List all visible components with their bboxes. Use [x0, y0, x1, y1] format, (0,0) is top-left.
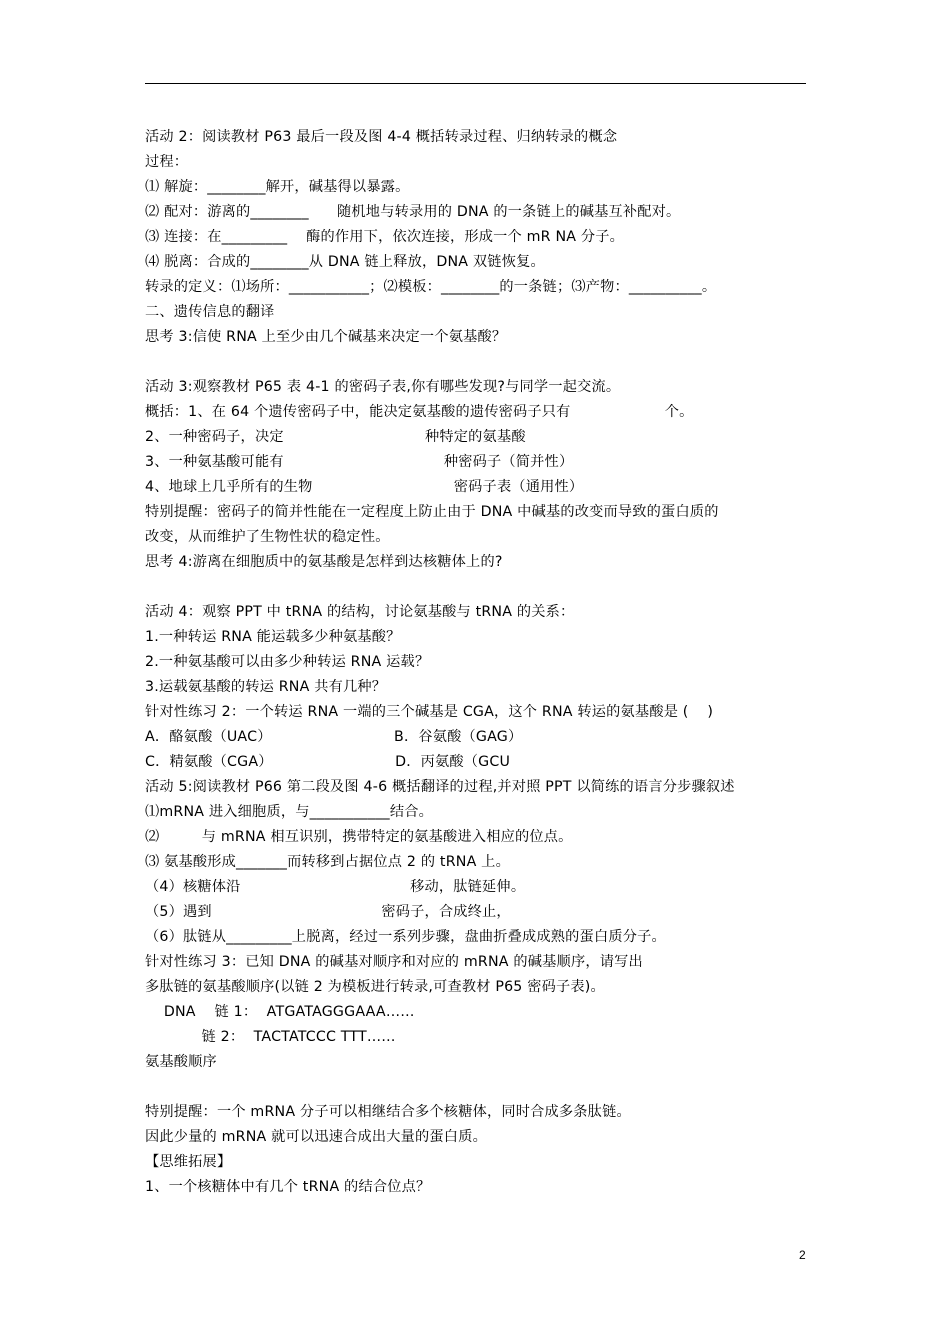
translation-step-3: ⑶ 氨基酸形成_______而转移到占据位点 2 的 tRNA 上。 — [145, 854, 510, 870]
translation-step-2: ⑵ 与 mRNA 相互识别，携带特定的氨基酸进入相应的位点。 — [145, 829, 573, 845]
special-note-2-line-1: 特别提醒：一个 mRNA 分子可以相继结合多个核糖体，同时合成多条肽链。 — [145, 1104, 631, 1120]
summary-3: 3、一种氨基酸可能有 种密码子（简并性） — [145, 454, 574, 470]
section-translation-heading: 二、遗传信息的翻译 — [145, 304, 275, 320]
process-label: 过程： — [145, 154, 189, 170]
summary-2: 2、一种密码子，决定 种特定的氨基酸 — [145, 429, 526, 445]
activity-4-question-2: 2.一种氨基酸可以由多少种转运 RNA 运载？ — [145, 654, 430, 670]
activity-3-heading: 活动 3:观察教材 P65 表 4-1 的密码子表,你有哪些发现?与同学一起交流。 — [145, 379, 621, 395]
header-rule — [145, 83, 806, 84]
activity-4-question-3: 3.运载氨基酸的转运 RNA 共有几种？ — [145, 679, 387, 695]
exercise-3-question-line-2: 多肽链的氨基酸顺序(以链 2 为模板进行转录,可查教材 P65 密码子表)。 — [145, 979, 605, 995]
special-note-1-line-1: 特别提醒：密码子的简并性能在一定程度上防止由于 DNA 中碱基的改变而导致的蛋白质的 — [145, 504, 719, 520]
summary-4: 4、地球上几乎所有的生物 密码子表（通用性） — [145, 479, 584, 495]
thinking-extension-heading: 【思维拓展】 — [145, 1154, 232, 1170]
step-release: ⑷ 脱离：合成的________从 DNA 链上释放，DNA 双链恢复。 — [145, 254, 545, 270]
translation-step-6: （6）肽链从_________上脱离，经过一系列步骤，盘曲折叠成成熟的蛋白质分子。 — [145, 929, 666, 945]
exercise-3-question-line-1: 针对性练习 3：已知 DNA 的碱基对顺序和对应的 mRNA 的碱基顺序，请写出 — [145, 954, 643, 970]
special-note-1-line-2: 改变，从而维护了生物性状的稳定性。 — [145, 529, 390, 545]
exercise-2-options-cd: C．精氨酸（CGA） D．丙氨酸（GCU — [145, 754, 511, 770]
dna-strand-2: 链 2： TACTATCCC TTT…… — [145, 1029, 396, 1045]
translation-step-5: （5）遇到 密码子，合成终止， — [145, 904, 511, 920]
exercise-2-options-ab: A．酪氨酸（UAC） B．谷氨酸（GAG） — [145, 729, 523, 745]
step-unwind: ⑴ 解旋：________解开，碱基得以暴露。 — [145, 179, 410, 195]
extension-question-1: 1、一个核糖体中有几个 tRNA 的结合位点？ — [145, 1179, 431, 1195]
activity-4-heading: 活动 4：观察 PPT 中 tRNA 的结构，讨论氨基酸与 tRNA 的关系： — [145, 604, 575, 620]
translation-step-1: ⑴mRNA 进入细胞质，与___________结合。 — [145, 804, 434, 820]
activity-4-question-1: 1.一种转运 RNA 能运载多少种氨基酸？ — [145, 629, 401, 645]
page-number: 2 — [799, 1248, 806, 1262]
step-pairing: ⑵ 配对：游离的________ 随机地与转录用的 DNA 的一条链上的碱基互补配对。 — [145, 204, 681, 220]
dna-strand-1: DNA 链 1： ATGATAGGGAAA…… — [145, 1004, 415, 1020]
exercise-2-question: 针对性练习 2：一个转运 RNA 一端的三个碱基是 CGA，这个 RNA 转运的氨基酸是 ( ) — [145, 704, 714, 720]
think-4: 思考 4:游离在细胞质中的氨基酸是怎样到达核糖体上的? — [145, 554, 503, 570]
activity-2-heading: 活动 2：阅读教材 P63 最后一段及图 4-4 概括转录过程、归纳转录的概念 — [145, 129, 618, 145]
activity-5-heading: 活动 5:阅读教材 P66 第二段及图 4-6 概括翻译的过程,并对照 PPT 以简练的语言分步骤叙述 — [145, 779, 735, 795]
special-note-2-line-2: 因此少量的 mRNA 就可以迅速合成出大量的蛋白质。 — [145, 1129, 487, 1145]
summary-1: 概括：1、在 64 个遗传密码子中，能决定氨基酸的遗传密码子只有 个。 — [145, 404, 694, 420]
translation-step-4: （4）核糖体沿 移动，肽链延伸。 — [145, 879, 526, 895]
think-3: 思考 3:信使 RNA 上至少由几个碱基来决定一个氨基酸？ — [145, 329, 507, 345]
amino-acid-sequence-label: 氨基酸顺序 — [145, 1054, 217, 1070]
transcription-definition: 转录的定义：⑴场所：___________；⑵模板：________的一条链；⑶产物：__________。 — [145, 279, 717, 295]
step-linking: ⑶ 连接：在_________ 酶的作用下，依次连接，形成一个 mR NA 分子。 — [145, 229, 625, 245]
